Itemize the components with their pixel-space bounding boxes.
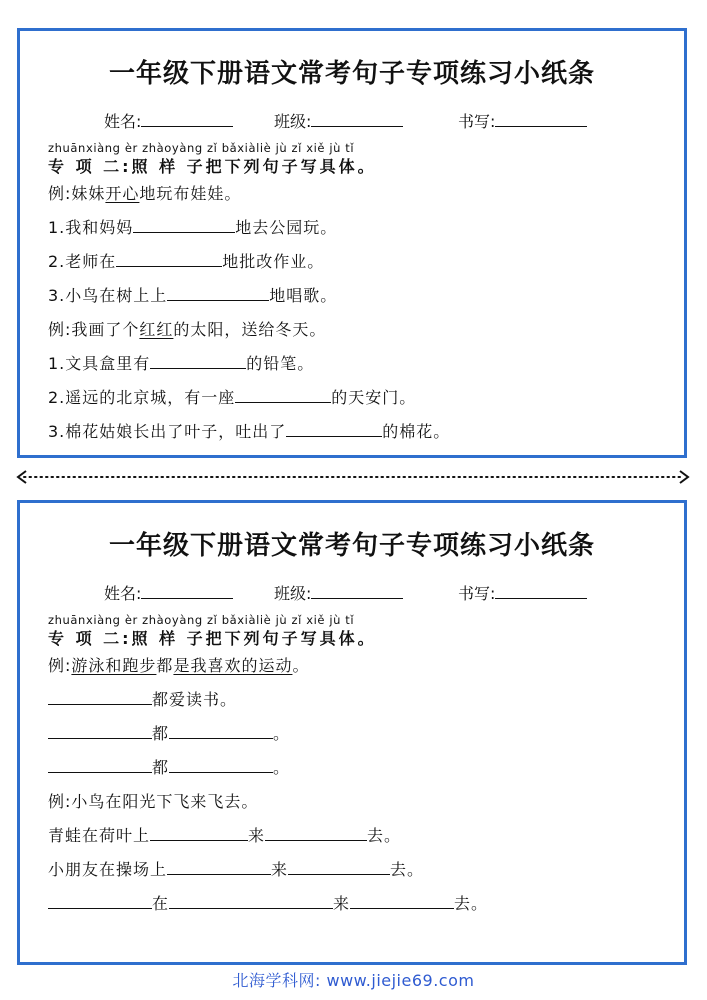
exercise-row: 都爱读书。 xyxy=(48,687,237,710)
underlined-phrase: 游泳和跑步 xyxy=(71,656,157,675)
example-sentence: 例:我画了个红红的太阳，送给冬天。 xyxy=(48,320,327,339)
name-field xyxy=(104,581,233,604)
exercise-row: 3.棉花姑娘长出了叶子，吐出了 的棉花。 xyxy=(48,422,451,441)
worksheet-card-1 xyxy=(17,28,687,458)
answer-blank[interactable] xyxy=(133,218,235,233)
exercise-row: 都 。 xyxy=(48,755,290,778)
pinyin-annotation: zhuānxiàng èr zhàoyàng zǐ bǎxiàliè jù zǐ xiě jù tǐ xyxy=(48,141,355,155)
class-blank[interactable] xyxy=(311,112,403,127)
writing-blank[interactable] xyxy=(495,112,587,127)
class-field xyxy=(274,109,403,132)
class-label: 班级: xyxy=(274,112,312,131)
card-title: 一年级下册语文常考句子专项练习小纸条 xyxy=(108,531,595,561)
answer-blank[interactable] xyxy=(48,690,152,705)
class-label: 班级: xyxy=(274,584,312,603)
answer-blank[interactable] xyxy=(48,724,152,739)
writing-field xyxy=(458,109,587,132)
right-arrowhead-icon xyxy=(680,471,688,483)
underlined-word: 开心 xyxy=(105,184,140,203)
pinyin-annotation: zhuānxiàng èr zhàoyàng zǐ bǎxiàliè jù zǐ xiě jù tǐ xyxy=(48,613,355,627)
writing-field xyxy=(458,581,587,604)
writing-label: 书写: xyxy=(458,584,496,603)
exercise-row: 都 。 xyxy=(48,721,290,744)
answer-blank[interactable] xyxy=(48,894,152,909)
answer-blank[interactable] xyxy=(48,758,152,773)
dotted-divider-arrow xyxy=(16,469,690,485)
answer-blank[interactable] xyxy=(150,354,246,369)
answer-blank[interactable] xyxy=(150,826,248,841)
exercise-row: 青蛙在荷叶上 来 去。 xyxy=(48,826,402,845)
answer-blank[interactable] xyxy=(169,894,333,909)
exercise-row: 在 来 去。 xyxy=(48,891,488,914)
answer-blank[interactable] xyxy=(350,894,454,909)
answer-blank[interactable] xyxy=(116,252,222,267)
answer-blank[interactable] xyxy=(265,826,367,841)
worksheet-card-2 xyxy=(17,500,687,965)
exercise-row: 3.小鸟在树上上 地唱歌。 xyxy=(48,286,338,305)
answer-blank[interactable] xyxy=(286,422,382,437)
name-blank[interactable] xyxy=(141,112,233,127)
example-sentence: 例:游泳和跑步都是我喜欢的运动。 xyxy=(48,656,310,675)
exercise-row: 2.遥远的北京城，有一座 的天安门。 xyxy=(48,388,417,407)
answer-blank[interactable] xyxy=(169,758,273,773)
answer-blank[interactable] xyxy=(167,860,271,875)
name-field xyxy=(104,109,233,132)
exercise-row: 1.我和妈妈 地去公园玩。 xyxy=(48,218,338,237)
class-blank[interactable] xyxy=(311,584,403,599)
class-field xyxy=(274,581,403,604)
writing-blank[interactable] xyxy=(495,584,587,599)
section-heading: 专 项 二:照 样 子把下列句子写具体。 xyxy=(48,629,377,648)
name-blank[interactable] xyxy=(141,584,233,599)
answer-blank[interactable] xyxy=(235,388,331,403)
example-sentence: 例:小鸟在阳光下飞来飞去。 xyxy=(48,792,259,811)
name-label: 姓名: xyxy=(104,112,142,131)
exercise-row: 2.老师在 地批改作业。 xyxy=(48,252,325,271)
exercise-row: 小朋友在操场上 来 去。 xyxy=(48,860,425,879)
name-label: 姓名: xyxy=(104,584,142,603)
footer-website-credit: 北海学科网: www.jiejie69.com xyxy=(232,971,475,990)
writing-label: 书写: xyxy=(458,112,496,131)
answer-blank[interactable] xyxy=(167,286,269,301)
card-title: 一年级下册语文常考句子专项练习小纸条 xyxy=(108,59,595,89)
example-sentence: 例:妹妹开心地玩布娃娃。 xyxy=(48,184,242,203)
section-heading: 专 项 二:照 样 子把下列句子写具体。 xyxy=(48,157,377,176)
answer-blank[interactable] xyxy=(169,724,273,739)
underlined-word: 红红 xyxy=(139,320,174,339)
exercise-row: 1.文具盒里有 的铅笔。 xyxy=(48,354,315,373)
underlined-phrase: 是我喜欢的运动 xyxy=(173,656,293,675)
answer-blank[interactable] xyxy=(288,860,390,875)
